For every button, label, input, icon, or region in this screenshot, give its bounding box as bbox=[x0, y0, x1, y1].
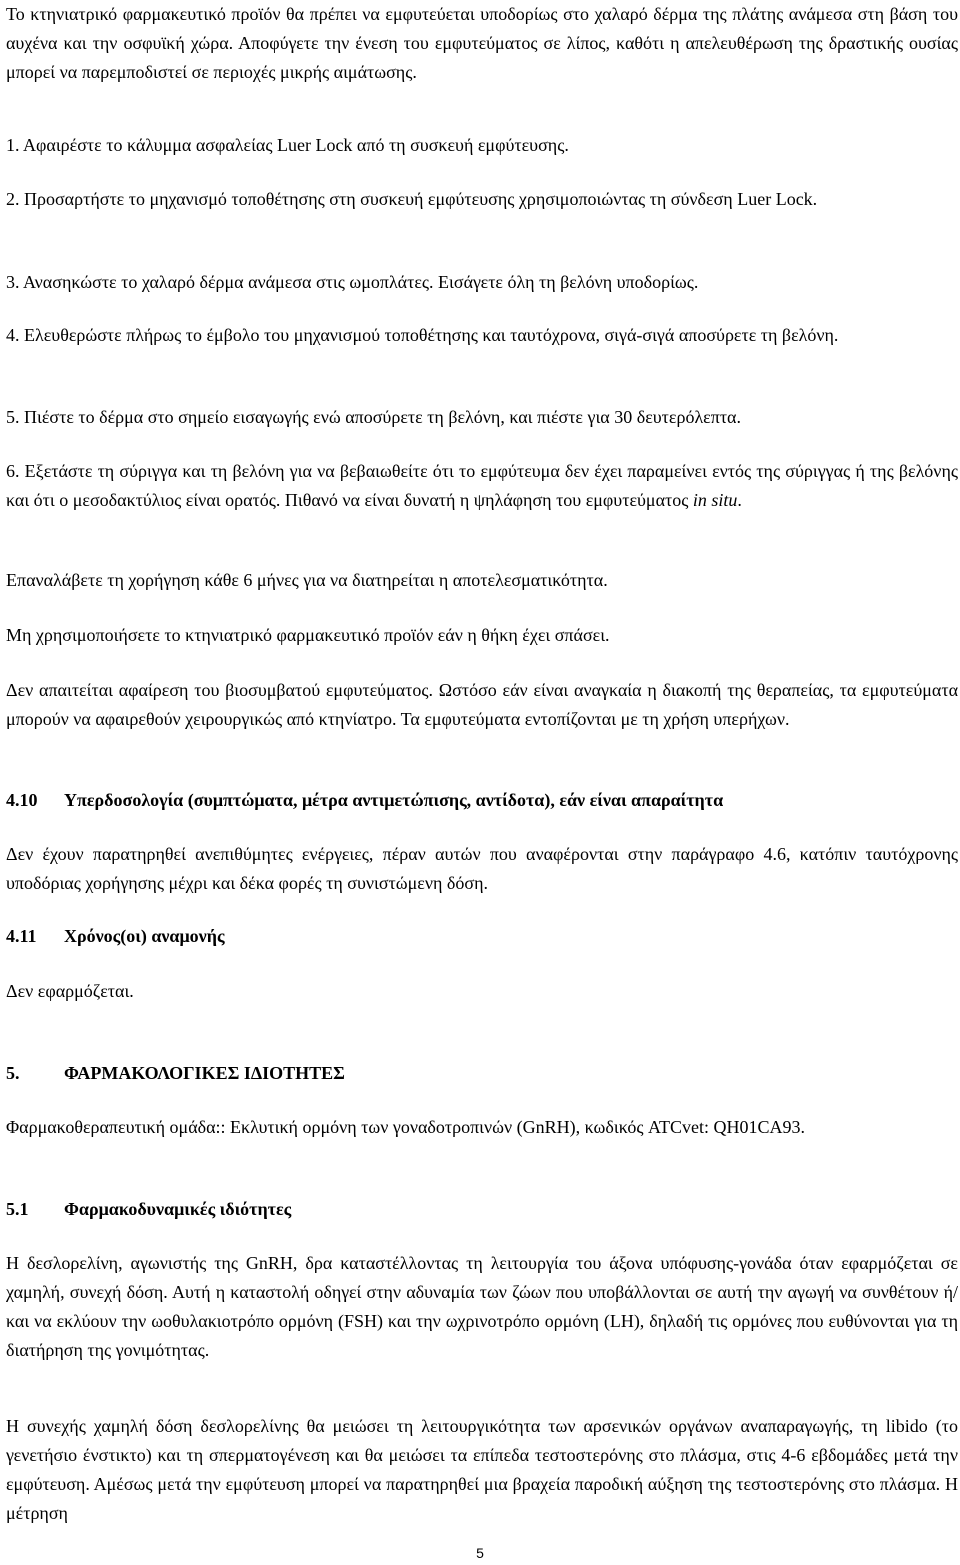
section-4-11-body: Δεν εφαρμόζεται. bbox=[6, 981, 134, 1001]
repeat-paragraph: Επαναλάβετε τη χορήγηση κάθε 6 μήνες για να διατηρείται η αποτελεσματικότητα. bbox=[6, 570, 608, 590]
intro-paragraph: Το κτηνιατρικό φαρμακευτικό προϊόν θα πρέπει να εμφυτεύεται υποδορίως στο χαλαρό δέρμα της πλάτης ανάμεσα στη βάση του αυχένα και την οσφυϊκή χώρα. Αποφύγετε την ένεση του εμφυτεύματος σε λίπος, καθότι η απελευθέρωση της δραστικής ουσίας μπορεί να παρεμποδιστεί σε περιοχές μικρής αιμάτωσης. bbox=[6, 4, 958, 82]
section-title: Φαρμακοδυναμικές ιδιότητες bbox=[64, 1199, 292, 1219]
step-4: 4. Ελευθερώστε πλήρως το έμβολο του μηχανισμού τοποθέτησης και ταυτόχρονα, σιγά-σιγά αποσύρετε τη βελόνη. bbox=[6, 325, 839, 345]
step-3: 3. Ανασηκώστε το χαλαρό δέρμα ανάμεσα στις ωμοπλάτες. Εισάγετε όλη τη βελόνη υποδορίως. bbox=[6, 272, 699, 292]
section-4-10-heading bbox=[6, 786, 723, 815]
broken-paragraph: Μη χρησιμοποιήσετε το κτηνιατρικό φαρμακευτικό προϊόν εάν η θήκη έχει σπάσει. bbox=[6, 625, 610, 645]
section-5-body: Φαρμακοθεραπευτική ομάδα:: Εκλυτική ορμόνη των γοναδοτροπινών (GnRH), κωδικός ATCvet: QH01CA93. bbox=[6, 1117, 806, 1137]
step-6-end: . bbox=[737, 490, 742, 510]
step-2: 2. Προσαρτήστε το μηχανισμό τοποθέτησης στη συσκευή εμφύτευσης χρησιμοποιώντας τη σύνδεση Luer Lock. bbox=[6, 189, 818, 209]
step-6-text: 6. Εξετάστε τη σύριγγα και τη βελόνη για να βεβαιωθείτε ότι το εμφύτευμα δεν έχει παραμείνει εντός της σύριγγας ή της βελόνης και ότι ο μεσοδακτύλιος είναι ορατός. Πιθανό να είναι δυνατή η ψηλάφηση του εμφυτεύματος bbox=[6, 461, 958, 510]
section-5-1-body-1: Η δεσλορελίνη, αγωνιστής της GnRH, δρα καταστέλλοντας τη λειτουργία του άξονα υπόφυσης-γονάδα όταν εφαρμόζεται σε χαμηλή, συνεχή δόση. Αυτή η καταστολή οδηγεί στην αδυναμία των ζώων που υποβάλλονται σε αυτή την αγωγή να συνθέτουν ή/και να εκλύουν την ωοθυλακιοτρόπο ορμόνη (FSH) και την ωχρινοτρόπο ορμόνη (LH), δηλαδή τις ορμόνες που ευθύνονται για τη διατήρηση της γονιμότητας. bbox=[6, 1253, 958, 1360]
step-1: 1. Αφαιρέστε το κάλυμμα ασφαλείας Luer Lock από τη συσκευή εμφύτευσης. bbox=[6, 135, 569, 155]
step-6-italic: in situ bbox=[692, 490, 738, 510]
removal-paragraph: Δεν απαιτείται αφαίρεση του βιοσυμβατού εμφυτεύματος. Ωστόσο εάν είναι αναγκαία η διακοπή της θεραπείας, τα εμφυτεύματα μπορούν να αφαιρεθούν χειρουργικώς από κτηνίατρο. Τα εμφυτεύματα εντοπίζονται με τη χρήση υπερήχων. bbox=[6, 680, 958, 729]
section-5-heading bbox=[6, 1059, 345, 1088]
section-5-1-body-2: Η συνεχής χαμηλή δόση δεσλορελίνης θα μειώσει τη λειτουργικότητα των αρσενικών οργάνων αναπαραγωγής, τη libido (το γενετήσιο ένστικτο) και τη σπερματογένεση και θα μειώσει τα επίπεδα τεστοστερόνης στο πλάσμα, στις 4-6 εβδομάδες μετά την εμφύτευση. Αμέσως μετά την εμφύτευση μπορεί να παρατηρηθεί μια βραχεία παροδική αύξηση της τεστοστερόνης στο πλάσμα. Η μέτρηση bbox=[6, 1416, 958, 1523]
section-4-10-body: Δεν έχουν παρατηρηθεί ανεπιθύμητες ενέργειες, πέραν αυτών που αναφέρονται στην παράγραφο 4.6, κατόπιν ταυτόχρονης υποδόριας χορήγησης μέχρι και δέκα φορές τη συνιστώμενη δόση. bbox=[6, 844, 958, 893]
section-number: 5. bbox=[6, 1063, 20, 1083]
section-title: ΦΑΡΜΑΚΟΛΟΓΙΚΕΣ ΙΔΙΟΤΗΤΕΣ bbox=[64, 1063, 345, 1083]
section-number: 5.1 bbox=[6, 1199, 29, 1219]
step-5: 5. Πιέστε το δέρμα στο σημείο εισαγωγής ενώ αποσύρετε τη βελόνη, και πιέστε για 30 δευτερόλεπτα. bbox=[6, 407, 741, 427]
section-title: Υπερδοσολογία (συμπτώματα, μέτρα αντιμετώπισης, αντίδοτα), εάν είναι απαραίτητα bbox=[64, 790, 724, 810]
page-number: 5 bbox=[476, 1545, 484, 1561]
section-number: 4.10 bbox=[6, 790, 38, 810]
step-6 bbox=[6, 457, 958, 515]
section-4-11-heading bbox=[6, 922, 225, 951]
section-number: 4.11 bbox=[6, 926, 37, 946]
section-title: Χρόνος(οι) αναμονής bbox=[64, 926, 225, 946]
section-5-1-heading bbox=[6, 1195, 291, 1224]
